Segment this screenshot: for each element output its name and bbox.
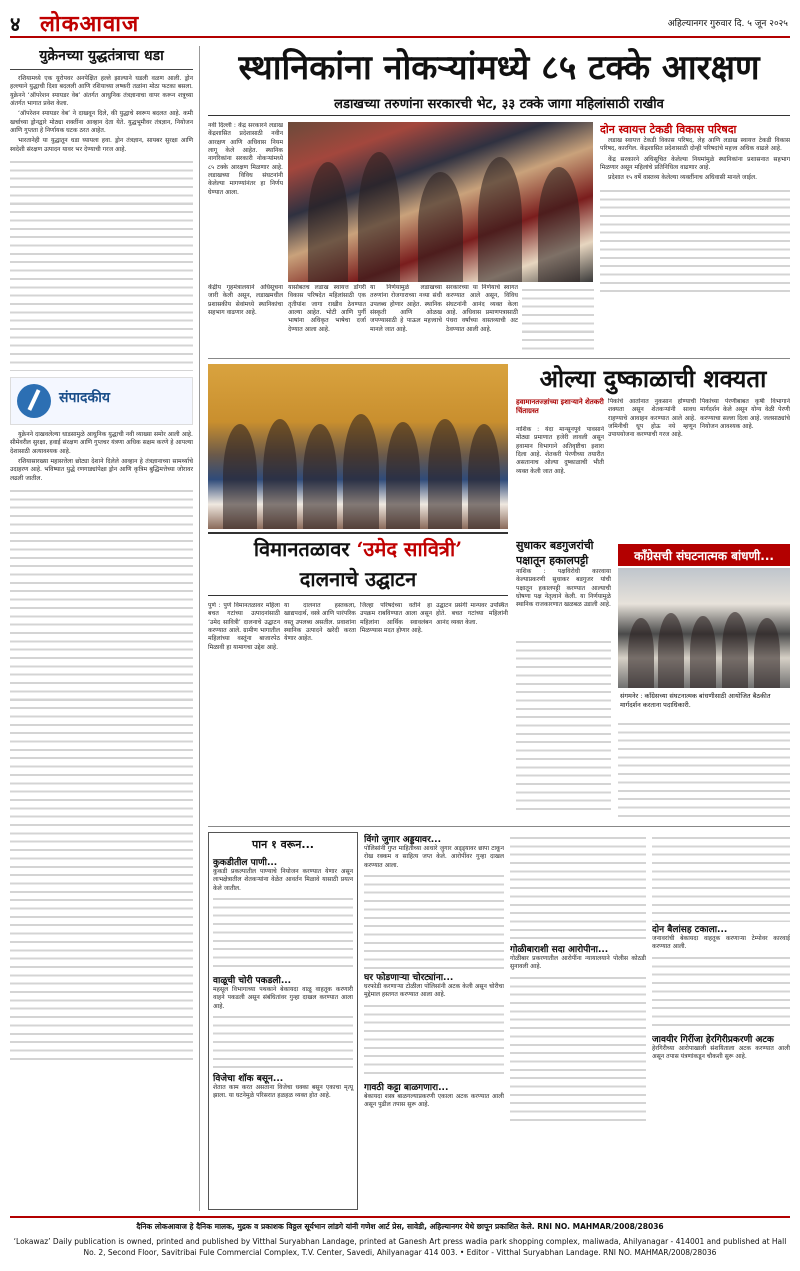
paragraph: ‘ऑपरेशन स्पायडर वेब’ ने दाखवून दिले, की युद्धाचे स्वरूप बदलत आहे. कमी खर्चाच्या ड्रोनद्वारे मोठ्या शक्तींना आव्हान देता येते. युद्धभूमीवर तंत्रज्ञान, नियोजन आणि गुप्तता हे निर्णायक घटक ठरत आहेत. bbox=[10, 110, 193, 135]
text-filler bbox=[652, 952, 790, 1032]
airport-col-2: या दालनात हस्तकला, खाद्यपदार्थ, वस्त्रे आणि पारंपरिक वस्तू उपलब्ध असतील. प्रवाशांना स्थानिक उत्पादने खरेदी करता येणार आहेत. bbox=[284, 602, 356, 643]
news-body: बेकायदा शस्त्र बाळगल्याप्रकरणी एकाला अटक करण्यात आली असून पुढील तपास सुरू आहे. bbox=[364, 1092, 504, 1109]
airport-headline-part2: दालनाचे उद्घाटन bbox=[299, 567, 417, 591]
side-box bbox=[600, 122, 790, 354]
masthead-logo: लोकआवाज bbox=[40, 11, 140, 37]
divider bbox=[208, 358, 790, 359]
news-sub: जावयीर गिरींजा हेरगिरीप्रकरणी अटक bbox=[652, 1034, 774, 1045]
airport-col-1: पुणे : पुणे विमानतळावर महिला बचत गटांच्या उत्पादनांसाठी ‘उमेद सावित्री’ दालनाचे उद्घाटन करण्यात आले. ग्रामीण भागातील महिलांच्या वस्तूंना बाजारपेठ मिळावी हा यामागचा उद्देश आहे. bbox=[208, 602, 280, 651]
text-filler bbox=[364, 870, 504, 970]
text-filler bbox=[510, 972, 646, 1122]
drought-headline: ओल्या दुष्काळाची शक्यता bbox=[539, 364, 767, 393]
editorial-badge bbox=[10, 377, 193, 425]
paragraph: प्रदेशात १५ वर्षे वास्तव्य केलेल्या व्यक्तींनाच अधिवासी मानले जाईल. bbox=[608, 174, 758, 182]
news-body: गोळीबार प्रकरणातील आरोपींना न्यायालयाने पोलीस कोठडी सुनावली आहे. bbox=[510, 955, 646, 971]
text-filler bbox=[652, 832, 790, 922]
continued-sub-3: विजेचा शॉक बसून... bbox=[213, 1074, 284, 1085]
text-filler bbox=[10, 485, 193, 1065]
divider bbox=[208, 826, 790, 827]
lead-subheadline: लडाखच्या तरुणांना सरकारची भेट, ३३ टक्के जागा महिलांसाठी राखीव bbox=[208, 94, 790, 116]
page-number: ४ bbox=[10, 12, 21, 36]
text-filler bbox=[618, 718, 790, 818]
imprint-english: ‘Lokawaz’ Daily publication is owned, printed and published by Vitthal Suryabhan Landage, printed at Ganesh Art press wadia park shopping complex, maliwada, Ahilyanagar - 414001 and published at Hall No. 2, Second Floor, Savitribai Fule Commercial Complex, T.V. Center, Savedi, Ahilyanagar 414 003. • Editor - Vitthal Suryabhan Landage. RNI NO. MAHMAR/2008/28036 bbox=[13, 1237, 787, 1257]
imprint-footer bbox=[10, 1216, 790, 1265]
left-article-body bbox=[10, 75, 193, 154]
drought-col-1: नाशिक : यंदा मान्सूनपूर्व पावसाने मोठ्या प्रमाणात हजेरी लावली असून हवामान विभागाने अतिवृष्टीचा इशारा दिला आहे. शेतकरी पेरणीच्या तयारीत असतानाच ओल्या दुष्काळाची भीती व्यक्त केली जात आहे. bbox=[516, 426, 604, 475]
news-body: पोलिसांनी गुप्त माहितीच्या आधारे जुगार अड्ड्यावर छापा टाकून रोख रक्कम व साहित्य जप्त केले. आरोपींवर गुन्हा दाखल करण्यात आला. bbox=[364, 845, 504, 869]
text-filler bbox=[213, 893, 353, 973]
paragraph: भारतानेही या युद्धातून धडा घ्यायला हवा. ड्रोन तंत्रज्ञान, सायबर सुरक्षा आणि स्वदेशी संरक्षण उत्पादन यावर भर देण्याची गरज आहे. bbox=[10, 137, 193, 153]
text-filler bbox=[516, 636, 611, 816]
lead-col-2: यासोबतच लडाख स्वायत्त डोंगरी विकास परिषदेत महिलांसाठी एक तृतीयांश जागा राखीव ठेवण्यात आल्या आहेत. भोटी आणि पुर्गी भाषांना अधिकृत भाषेचा दर्जा देण्यात आला आहे. bbox=[288, 284, 366, 333]
text-filler bbox=[600, 185, 790, 295]
continued-body-3: शेतात काम करत असताना विजेचा धक्का बसून एकाचा मृत्यू झाला. या घटनेमुळे परिसरात हळहळ व्यक्त होत आहे. bbox=[213, 1084, 353, 1100]
pen-icon bbox=[17, 384, 51, 418]
continued-title: पान १ वरून... bbox=[252, 838, 314, 851]
congress-box bbox=[618, 544, 790, 566]
left-article bbox=[10, 46, 200, 1211]
airport-inauguration-photo bbox=[208, 364, 508, 529]
airport-headline-quote: ‘उमेद सावित्री’ bbox=[356, 537, 463, 561]
airport-headline bbox=[208, 534, 508, 564]
imprint-marathi: दैनिक लोकआवाज हे दैनिक मालक, मुद्रक व प्रकाशक विठ्ठल सूर्यभान लांडगे यांनी गणेश आर्ट प्रेस, सावेडी, अहिल्यानगर येथे छापून प्रकाशित केले. RNI NO. MAHMAR/2008/28036 bbox=[136, 1222, 664, 1231]
editorial-title: संपादकीय bbox=[59, 390, 110, 407]
airport-headline-part1: विमानतळावर bbox=[253, 537, 350, 561]
hakalpatti-headline: सुधाकर बडगुजरांची पक्षातून हकालपट्टी bbox=[516, 539, 594, 567]
news-sub: गोळीबाराशी सदा आरोपीना... bbox=[510, 945, 609, 955]
dateline: अहिल्यानगर गुरुवार दि. ५ जून २०२५ bbox=[667, 19, 788, 29]
side-box-body bbox=[600, 137, 790, 183]
continued-body-2: महसूल विभागाच्या पथकाने बेकायदा वाळू वाहतूक करणारी वाहने पकडली असून संबंधितांवर गुन्हा दाखल करण्यात आला आहे. bbox=[213, 986, 353, 1010]
left-article-body-2 bbox=[10, 431, 193, 483]
news-body: हेरगिरीच्या आरोपाखाली संशयिताला अटक करण्यात आली असून तपास यंत्रणांकडून चौकशी सुरू आहे. bbox=[652, 1044, 790, 1061]
page-header bbox=[10, 6, 790, 38]
congress-caption: संगमनेर : काँग्रेसच्या संघटनात्मक बांधणीसाठी आयोजित बैठकीत मार्गदर्शन करताना पदाधिकारी. bbox=[620, 692, 771, 709]
drought-col-3: पिकांच्या पेरणीबाबत कृषी विभागाने मार्गदर्शन केले असून योग्य वेळी पेरणी करण्याचा सल्ला दिला आहे. जलसाठ्यांचे नियोजन आवश्यक आहे. bbox=[700, 398, 790, 431]
continued-sub-1: कुकडीतील पाणी... bbox=[213, 858, 278, 868]
lead-col-3: या निर्णयामुळे लडाखच्या तरुणांना रोजगाराच्या नव्या संधी उपलब्ध होणार आहेत. स्थानिक संस्कृती आणि ओळख जपण्यासाठी हे पाऊल महत्त्वाचे मानले जात आहे. bbox=[370, 284, 442, 333]
paragraph: युक्रेनने दाखवलेल्या धाडसामुळे आधुनिक युद्धाची नवी व्याख्या समोर आली आहे. सीमेवरील सुरक्षा, हवाई संरक्षण आणि गुप्तचर यंत्रणा अधिक सक्षम करणे हे आपल्या देशासाठी अत्यावश्यक आहे. bbox=[10, 431, 193, 455]
news-column-2 bbox=[364, 832, 504, 1210]
hakalpatti-body: नाशिक : पक्षविरोधी कारवाया केल्याप्रकरणी सुधाकर बडगुजर यांची पक्षातून हकालपट्टी करण्यात आल्याची घोषणा पक्ष नेतृत्वाने केली. या निर्णयामुळे स्थानिक राजकारणात खळबळ उडाली आहे. bbox=[516, 568, 611, 609]
lead-col-1b: केंद्रीय गृहमंत्रालयाने अधिसूचना जारी केली असून, लडाखमधील प्रशासकीय सेवांमध्ये स्थानिकांचा सहभाग वाढणार आहे. bbox=[208, 284, 283, 317]
drought-byline: हवामानतज्ज्ञांच्या इशाऱ्याने शेतकरी चिंताग्रस्त bbox=[516, 398, 604, 415]
congress-title: काँग्रेसची संघटनात्मक बांधणी... bbox=[618, 544, 790, 566]
paragraph: रशियामध्ये एक यूरोपवर अनपेक्षित हल्ले झाल्याने घडली वळण आली. ड्रोन हल्ल्याने युद्धाची दिशा बदलली आणि रशियाच्या लष्करी तळांना मोठा फटका बसला. युक्रेनने ‘ऑपरेशन स्पायडर वेब’ अंतर्गत आधुनिक तंत्रज्ञानाचा वापर करून शत्रूच्या अंतर्गत भागात प्रवेश केला. bbox=[10, 75, 193, 108]
side-box-title: दोन स्वायत्त टेकडी विकास परिषदा bbox=[600, 123, 737, 136]
news-column-3 bbox=[510, 832, 646, 1210]
congress-meeting-photo bbox=[618, 568, 790, 688]
text-filler bbox=[364, 1000, 504, 1080]
main-area bbox=[208, 46, 790, 1211]
ladakh-meeting-photo bbox=[288, 122, 593, 282]
paragraph: रशियासारख्या महासत्तेला छोट्या देशाने दिलेले आव्हान हे तंत्रज्ञानाच्या सामर्थ्याचे उदाहरण आहे. भविष्यात युद्धे रणगाड्यांपेक्षा ड्रोन आणि कृत्रिम बुद्धिमत्तेच्या जोरावर लढली जातील. bbox=[10, 458, 193, 482]
airport-col-4: उद्घाटन प्रसंगी मान्यवर उपस्थित होते. बचत गटांच्या महिलांनी आनंद व्यक्त केला. bbox=[436, 602, 508, 626]
left-article-headline: युक्रेनच्या युद्धतंत्राचा धडा bbox=[10, 46, 193, 70]
continued-sub-2: वाळूची चोरी पकडली... bbox=[213, 976, 292, 987]
lead-col-4: सरकारच्या या निर्णयाचे स्वागत करण्यात आले असून, विविध संघटनांनी आनंद व्यक्त केला आहे. अधिवास प्रमाणपत्रासाठी पंधरा वर्षांच्या वास्तव्याची अट ठेवण्यात आली आहे. bbox=[446, 284, 518, 333]
news-body: घरफोडी करणाऱ्या टोळीला पोलिसांनी अटक केली असून चोरीचा मुद्देमाल हस्तगत करण्यात आला आहे. bbox=[364, 983, 504, 999]
drought-article bbox=[516, 364, 790, 534]
news-body: जनावरांची बेकायदा वाहतूक करणाऱ्या टेम्पोवर कारवाई करण्यात आली. bbox=[652, 935, 790, 951]
news-sub: विंगो जुगार अड्डयावर... bbox=[364, 835, 442, 845]
lead-headline: स्थानिकांना नोकऱ्यांमध्ये ८५ टक्के आरक्षण bbox=[238, 48, 760, 88]
text-filler bbox=[10, 156, 193, 371]
paragraph: लडाख स्वायत्त टेकडी विकास परिषद, लेह आणि लडाख स्वायत्त टेकडी विकास परिषद, कारगिल. केंद्रशासित प्रदेशासाठी दोन्ही परिषदांचे महत्त्व अधिक वाढले आहे. bbox=[600, 137, 790, 153]
drought-col-2: पिकांचे आतोनात नुकसान होण्याची शक्यता असून शेतकऱ्यांनी सावध राहण्याचे आवाहन करण्यात आले आहे. जमिनीची धूप होऊ नये म्हणून उपाययोजना करण्याची गरज आहे. bbox=[608, 398, 696, 439]
airport-headline-box bbox=[208, 532, 508, 596]
airport-col-3: जिल्हा परिषदेच्या वतीने हा उपक्रम राबविण्यात आला असून महिलांना आर्थिक स्वावलंबन मिळण्यास मदत होणार आहे. bbox=[360, 602, 432, 635]
news-sub: गावठी कट्टा बाळगणारा... bbox=[364, 1082, 449, 1093]
text-filler bbox=[510, 832, 646, 942]
paragraph: केंद्र सरकारने अधिसूचित केलेल्या नियमांमुळे स्थानिकांना प्रशासनात सहभाग मिळणार असून महिलांचे प्रतिनिधित्व वाढणार आहे. bbox=[600, 155, 790, 172]
news-column-4 bbox=[652, 832, 790, 1210]
news-sub: घर फोडणाऱ्या चोरट्यांना... bbox=[364, 973, 454, 984]
continued-box bbox=[208, 832, 358, 1210]
text-filler bbox=[213, 1011, 353, 1071]
continued-body-1: कुकडी प्रकल्पातील पाण्याचे नियोजन करण्यात येणार असून लाभक्षेत्रातील शेतकऱ्यांना वेळेत आवर्तन मिळावे यासाठी प्रयत्न केले जातील. bbox=[213, 868, 353, 892]
news-sub: दोन बैलांसह टकाला... bbox=[652, 925, 728, 935]
newspaper-page bbox=[10, 6, 790, 1265]
lead-col-1: नवी दिल्ली : केंद्र सरकारने लडाख केंद्रशासित प्रदेशासाठी नवीन आरक्षण आणि अधिवास नियम लागू केले आहेत. स्थानिक नागरिकांना सरकारी नोकऱ्यांमध्ये ८५ टक्के आरक्षण मिळणार आहे. लडाखच्या विविध संघटनांनी केलेल्या मागण्यांनंतर हा निर्णय घेण्यात आला. bbox=[208, 122, 283, 196]
text-filler bbox=[522, 284, 594, 354]
